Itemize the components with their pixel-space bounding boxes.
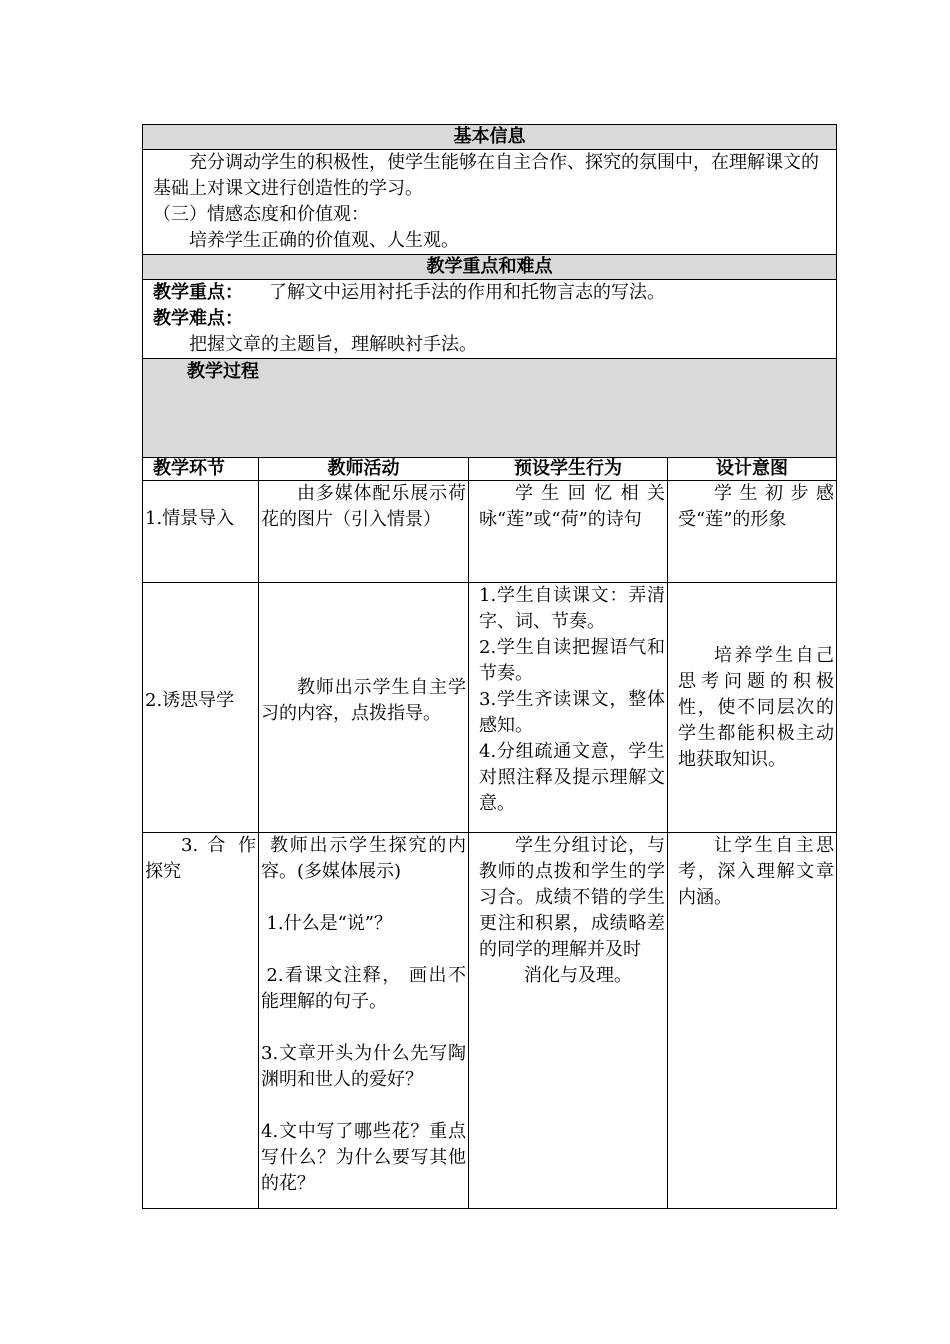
table-row — [143, 583, 837, 833]
row1-student — [469, 481, 668, 583]
row1-teacher-text: 由多媒体配乐展示荷花的图片（引入情景） — [261, 483, 466, 530]
row3-student — [469, 833, 668, 1209]
row1-intent — [668, 481, 837, 583]
row2-student-step: 4.分组疏通文意，学生对照注释及提示理解文意。 — [479, 741, 665, 814]
process-header — [143, 359, 837, 458]
row3-intent-text: 让学生自主思考，深入理解文章内涵。 — [678, 835, 834, 908]
basic-info-header: 基本信息 — [143, 125, 837, 150]
row2-teacher-text: 教师出示学生自主学习的内容，点拨指导。 — [261, 676, 466, 724]
key-point-line — [153, 280, 830, 306]
row3-question: 3.文章开头为什么先写陶渊明和世人的爱好？ — [261, 1043, 466, 1090]
key-point-label: 教学重点： — [153, 282, 243, 303]
row3-stage — [143, 833, 259, 1209]
row1-intent-text: 学生初步感受“莲”的形象 — [678, 483, 834, 530]
row3-intent — [668, 833, 837, 1209]
key-difficult-header: 教学重点和难点 — [143, 255, 837, 280]
column-header-teacher: 教师活动 — [259, 458, 469, 481]
row1-stage: 1.情景导入 — [143, 481, 259, 583]
lesson-plan-table — [142, 124, 837, 1209]
row2-stage: 2.诱思导学 — [143, 583, 259, 833]
basic-info-paragraph: 充分调动学生的积极性，使学生能够在自主合作、探究的氛围中，在理解课文的基础上对课文进行创造性的学习。 — [153, 152, 819, 199]
column-header-intent: 设计意图 — [668, 458, 837, 481]
row2-student-step: 1.学生自读课文：弄清字、词、节奏。 — [479, 585, 665, 632]
row3-teacher-intro: 教师出示学生探究的内容。(多媒体展示) — [261, 835, 466, 882]
row1-student-text: 学生回忆相关咏“莲”或“荷”的诗句 — [479, 483, 665, 530]
key-point-text: 了解文中运用衬托手法的作用和托物言志的写法。 — [269, 282, 665, 303]
table-row — [143, 833, 837, 1209]
lesson-plan-page — [142, 124, 836, 1209]
difficult-point-text: 把握文章的主题旨，理解映衬手法。 — [189, 334, 477, 355]
row2-student-step: 3.学生齐读课文，整体感知。 — [479, 689, 665, 736]
attitude-paragraph: 培养学生正确的价值观、人生观。 — [189, 230, 459, 251]
difficult-point-label: 教学难点： — [153, 308, 243, 329]
basic-info-cell — [143, 150, 837, 255]
column-header-student: 预设学生行为 — [469, 458, 668, 481]
key-difficult-cell — [143, 280, 837, 359]
row2-intent — [668, 583, 837, 833]
row2-student-step: 2.学生自读把握语气和节奏。 — [479, 637, 665, 684]
attitude-subheading: （三）情感态度和价值观： — [153, 204, 369, 225]
row3-student-text: 学生分组讨论，与教师的点拨和学生的学习合。成绩不错的学生更注和积累，成绩略差的同学的理解并及时 — [479, 835, 665, 960]
row1-teacher — [259, 481, 469, 583]
row3-stage-text: 3. 合 作探究 — [145, 835, 256, 882]
row2-teacher — [259, 583, 469, 833]
column-header-row — [143, 458, 837, 481]
table-row — [143, 481, 837, 583]
row2-student — [469, 583, 668, 833]
row3-student-tail: 消化与及理。 — [524, 965, 632, 986]
row2-intent-text: 培养学生自己思考问题的积极性，使不同层次的学生都能积极主动地获取知识。 — [678, 644, 834, 770]
column-header-stage: 教学环节 — [143, 458, 259, 481]
row3-question: 1.什么是“说”？ — [266, 913, 392, 934]
row3-teacher — [259, 833, 469, 1209]
row3-question: 2.看课文注释， 画出不能理解的句子。 — [261, 965, 466, 1012]
process-header-label: 教学过程 — [187, 361, 259, 382]
row3-question: 4.文中写了哪些花？重点写什么？为什么要写其他的花？ — [261, 1121, 466, 1194]
